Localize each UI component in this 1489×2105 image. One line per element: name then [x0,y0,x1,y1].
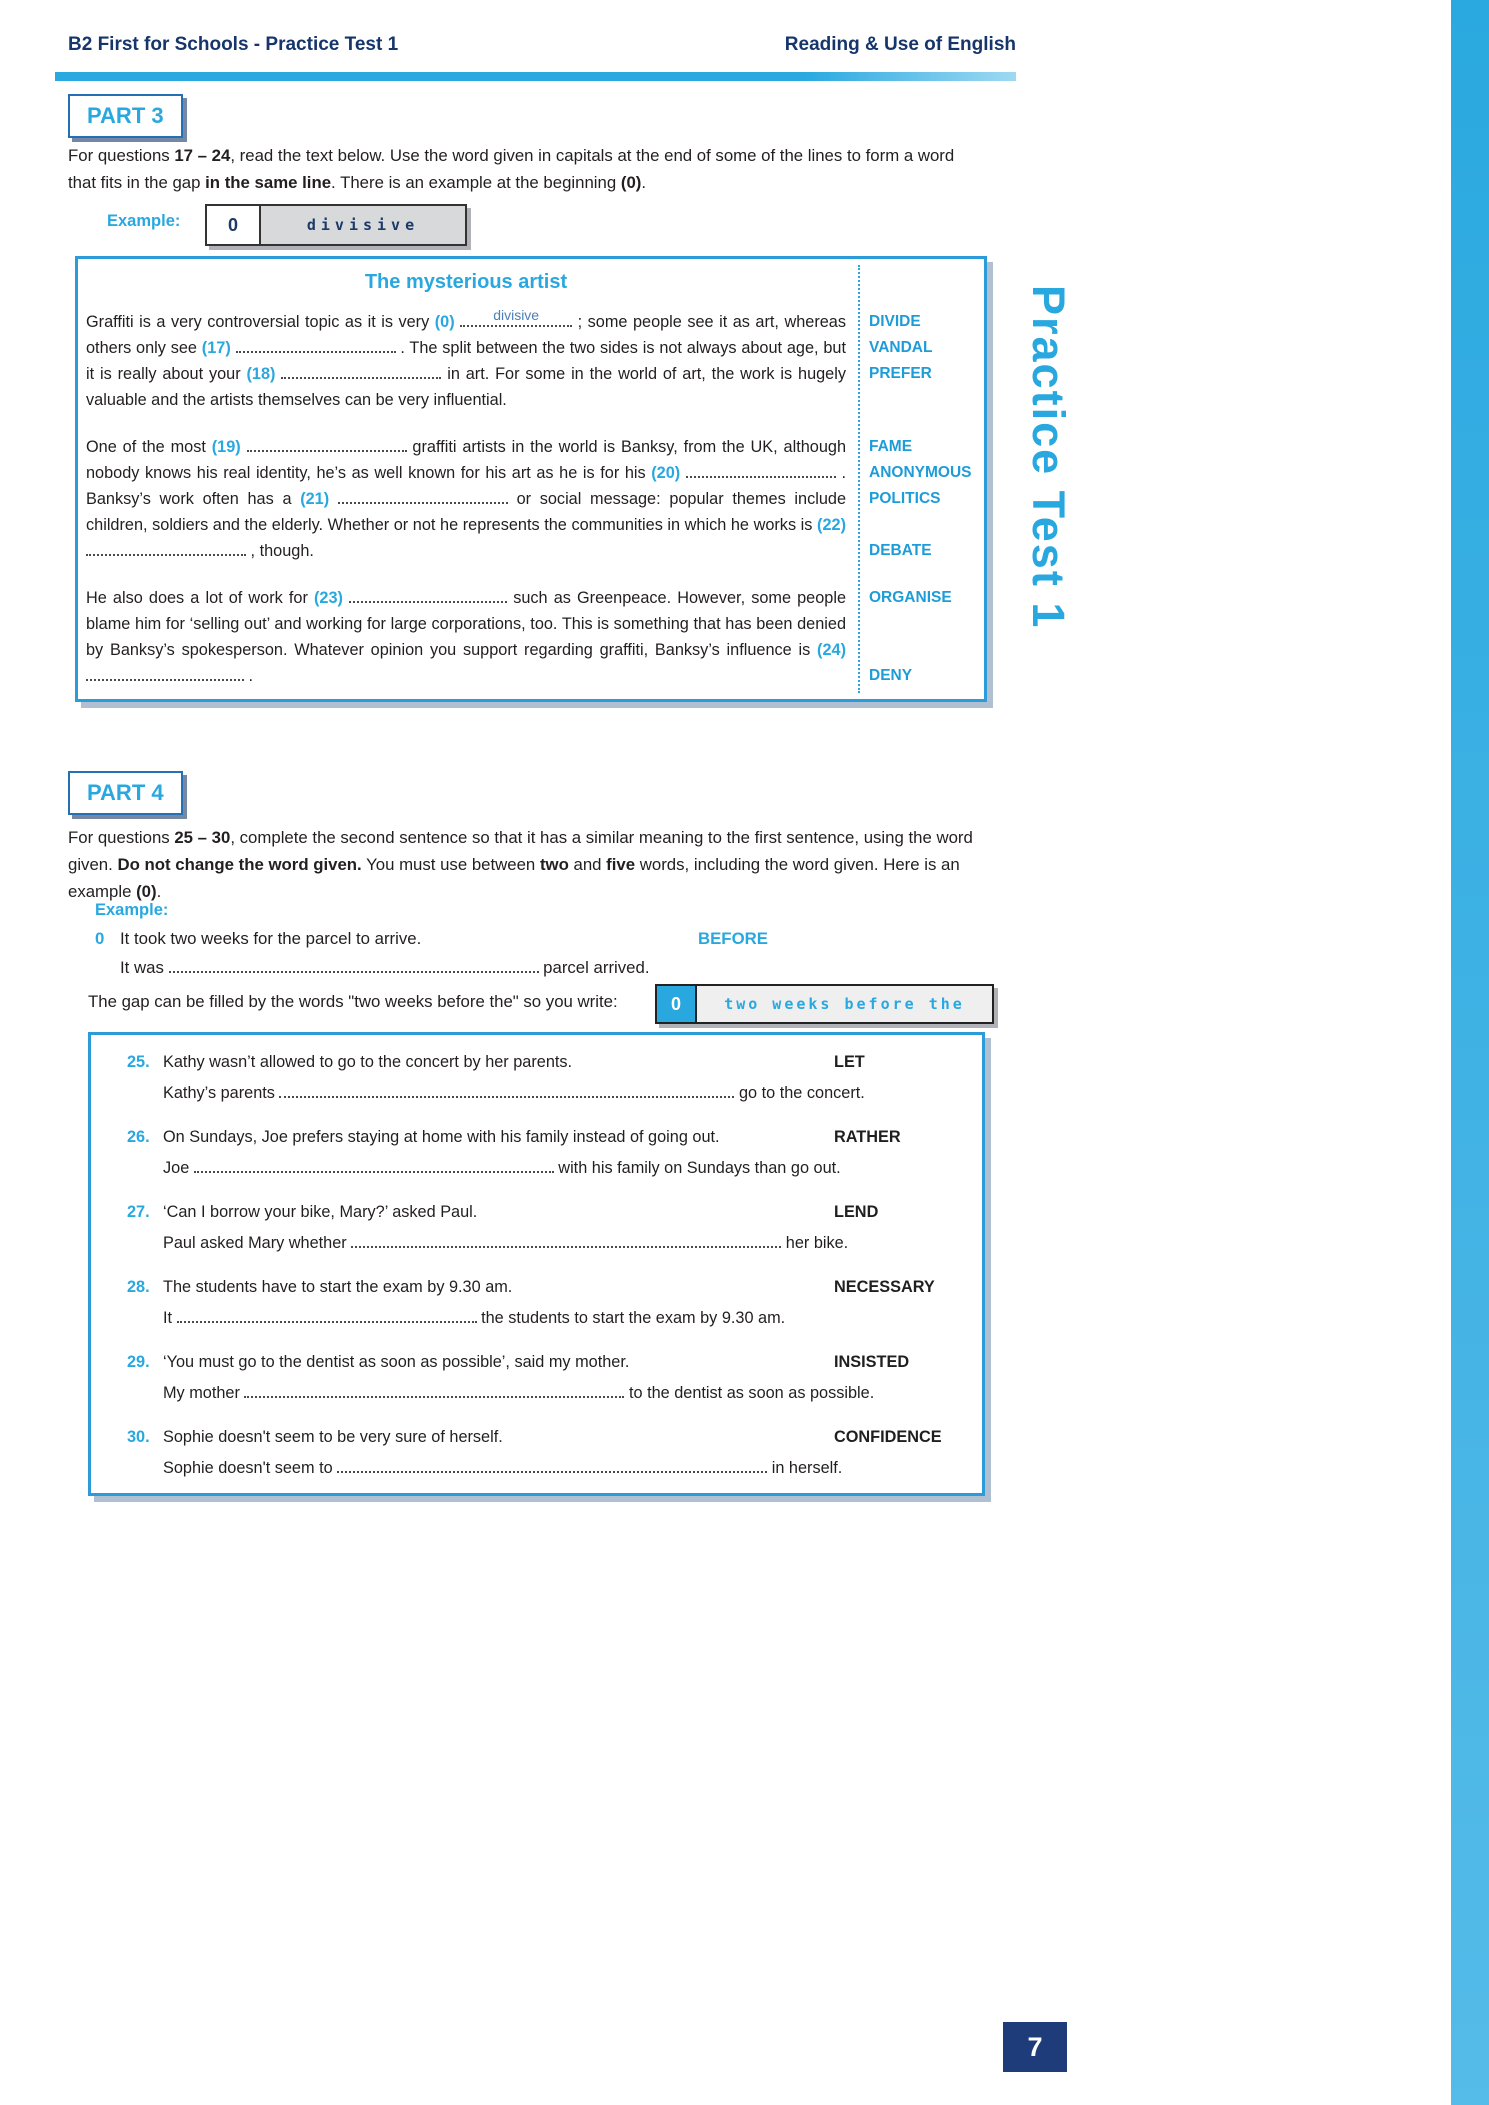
part4-example-keyword: BEFORE [698,929,768,948]
question-26 [127,1126,964,1179]
passage-paragraph-1: Graffiti is a very controversial topic as it is very (0) divisive ; some people see it as art, whereas others only see (17) . The split between the two sides is not always about age, but it is really about your (18) in art. For some in the world of art, the work is hugely valuable and the artists themselves can be very influential. [86,307,846,409]
part3-example-box [205,204,467,246]
part3-badge: PART 3 [68,94,183,138]
header-section-title: Reading & Use of English [784,34,1016,55]
answer-text-cell: two weeks before the [695,986,992,1022]
part3-instructions: For questions 17 – 24, read the text below. Use the word given in capitals at the end of some of the lines to form a word that fits in the gap in the same line. There is an example at the beginning (0). [68,146,955,192]
question-keyword: INSISTED [834,1353,910,1371]
question-keyword: LEND [834,1203,879,1221]
passage-text [86,309,846,689]
example-number-cell: 0 [207,206,259,244]
page-header [68,34,1016,56]
part4-example-gap-line: It was parcel arrived. [120,958,650,977]
question-answer-line: Sophie doesn't seem to in herself. [163,1459,843,1477]
question-answer-line: Kathy’s parents go to the concert. [163,1084,865,1102]
passage-paragraph-2: One of the most (19) graffiti artists in the world is Banksy, from the UK, although nobody knows his real identity, he’s as well known for his art as he is for his (20) . Banksy’s work often has a (21) or social message: popular themes include children, soldiers and the elderly. Whether or not he represents the communities in which he works is (22) , though. [86,438,846,560]
part4-example-label: Example: [95,901,169,919]
question-answer-line: My mother to the dentist as soon as possible. [163,1384,875,1402]
right-edge-band [1451,0,1489,2105]
header-rule-bar [55,72,1016,81]
question-29 [127,1351,964,1404]
capital-word-prefer: PREFER [869,365,932,382]
part3-passage-box [75,256,987,702]
passage-paragraph-3: He also does a lot of work for (23) such as Greenpeace. However, some people blame him for ‘selling out’ and working for large corporations, too. This is something that has been denied by Banksy’s spokesperson. Whatever opinion you support regarding graffiti, Banksy’s influence is (24) . [86,589,846,685]
capital-word-fame: FAME [869,438,913,455]
question-27-sentence-row [127,1201,964,1223]
example-answer-cell: divisive [259,206,465,244]
question-30-sentence-row [127,1426,964,1448]
question-sentence: On Sundays, Joe prefers staying at home with his family instead of going out. [163,1128,720,1146]
part3-example-label: Example: [107,212,181,230]
question-sentence: ‘You must go to the dentist as soon as possible’, said my mother. [163,1353,630,1371]
capital-word-politics: POLITICS [869,490,941,507]
part4-example-note: The gap can be filled by the words "two weeks before the" so you write: [88,992,618,1011]
question-sentence: Sophie doesn't seem to be very sure of herself. [163,1428,503,1446]
part4-example-number: 0 [95,929,105,948]
part4-example-answer-box [655,984,994,1024]
dotted-column-divider [858,265,860,693]
answer-number-cell: 0 [657,986,695,1022]
vertical-section-label: Practice Test 1 [1023,285,1074,630]
question-answer-line: It the students to start the exam by 9.30 am. [163,1309,786,1327]
question-number: 26. [127,1128,150,1146]
question-29-sentence-row [127,1351,964,1373]
question-keyword: CONFIDENCE [834,1428,942,1446]
question-keyword: LET [834,1053,865,1071]
passage-title: The mysterious artist [364,271,568,293]
part4-example-sentence: It took two weeks for the parcel to arrive. [120,929,422,948]
header-book-title: B2 First for Schools - Practice Test 1 [68,34,399,55]
page-number-box [1003,2022,1067,2072]
question-sentence: The students have to start the exam by 9.30 am. [163,1278,513,1296]
capital-word-divide: DIVIDE [869,313,921,330]
capital-word-anonymous: ANONYMOUS [869,464,972,481]
question-25 [127,1051,964,1104]
page-number: 7 [1027,2031,1043,2062]
question-number: 30. [127,1428,150,1446]
question-number: 25. [127,1053,150,1071]
part4-instructions: For questions 25 – 30, complete the second sentence so that it has a similar meaning to the first sentence, using the word given. Do not change the word given. You must use between two and five words, including the word given. Here is an example (0). [68,828,973,901]
capital-word-deny: DENY [869,667,913,684]
part4-badge: PART 4 [68,771,183,815]
capital-word-debate: DEBATE [869,542,932,559]
question-27 [127,1201,964,1254]
question-keyword: NECESSARY [834,1278,935,1296]
question-number: 27. [127,1203,150,1221]
question-answer-line: Joe with his family on Sundays than go out. [163,1159,841,1177]
question-answer-line: Paul asked Mary whether her bike. [163,1234,849,1252]
question-keyword: RATHER [834,1128,901,1146]
capital-word-vandal: VANDAL [869,339,933,356]
question-number: 28. [127,1278,150,1296]
question-sentence: ‘Can I borrow your bike, Mary?’ asked Paul. [163,1203,478,1221]
question-28-sentence-row [127,1276,964,1298]
question-30 [127,1426,964,1479]
question-25-sentence-row [127,1051,964,1073]
question-sentence: Kathy wasn’t allowed to go to the concert by her parents. [163,1053,573,1071]
capital-word-organise: ORGANISE [869,589,952,606]
part4-questions-box [88,1032,985,1496]
question-26-sentence-row [127,1126,964,1148]
question-number: 29. [127,1353,150,1371]
question-28 [127,1276,964,1329]
